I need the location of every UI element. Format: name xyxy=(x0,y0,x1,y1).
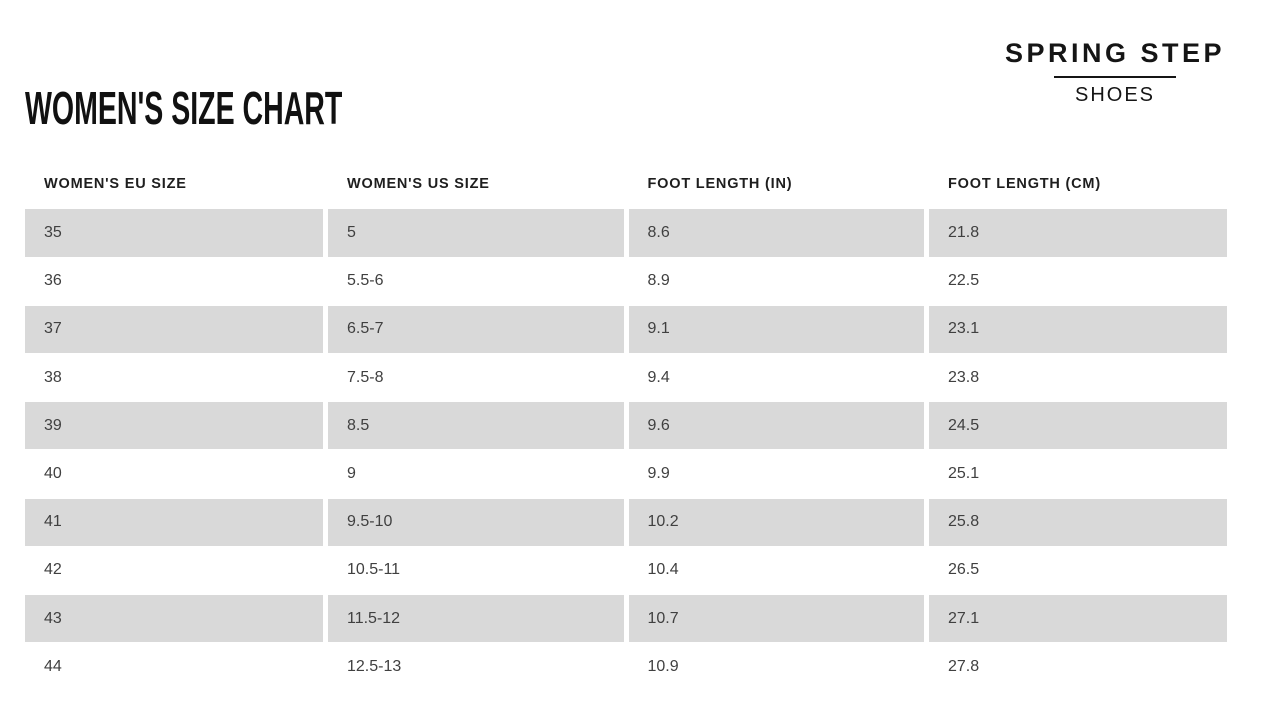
page-title: WOMEN'S SIZE CHART xyxy=(25,82,343,134)
table-row xyxy=(25,257,1227,305)
table-row xyxy=(25,305,1227,353)
table-cell: 40 xyxy=(25,450,326,498)
table-cell: 6.5-7 xyxy=(326,305,627,353)
table-cell: 39 xyxy=(25,402,326,450)
table-cell: 5 xyxy=(326,209,627,257)
brand-tagline: SHOES xyxy=(1074,84,1156,106)
table-cell: 8.6 xyxy=(626,209,927,257)
table-cell: 8.5 xyxy=(326,402,627,450)
table-cell: 21.8 xyxy=(927,209,1228,257)
table-cell: 27.1 xyxy=(927,595,1228,643)
table-cell: 7.5-8 xyxy=(326,354,627,402)
column-header: WOMEN'S US SIZE xyxy=(326,165,627,209)
table-row xyxy=(25,354,1227,402)
logo-divider xyxy=(1054,76,1176,78)
column-header: FOOT LENGTH (IN) xyxy=(626,165,927,209)
table-row xyxy=(25,595,1227,643)
table-cell: 9 xyxy=(326,450,627,498)
table-cell: 25.8 xyxy=(927,498,1228,546)
table-cell: 38 xyxy=(25,354,326,402)
size-table-body xyxy=(25,209,1227,691)
table-cell: 9.9 xyxy=(626,450,927,498)
table-cell: 10.5-11 xyxy=(326,546,627,594)
table-cell: 5.5-6 xyxy=(326,257,627,305)
size-table-header xyxy=(25,165,1227,209)
table-cell: 10.9 xyxy=(626,643,927,691)
table-cell: 10.4 xyxy=(626,546,927,594)
table-cell: 9.6 xyxy=(626,402,927,450)
table-row xyxy=(25,643,1227,691)
table-cell: 37 xyxy=(25,305,326,353)
table-cell: 36 xyxy=(25,257,326,305)
table-row xyxy=(25,209,1227,257)
table-cell: 22.5 xyxy=(927,257,1228,305)
table-cell: 8.9 xyxy=(626,257,927,305)
table-cell: 9.4 xyxy=(626,354,927,402)
table-cell: 10.2 xyxy=(626,498,927,546)
size-chart-table xyxy=(25,165,1227,691)
table-cell: 43 xyxy=(25,595,326,643)
table-cell: 10.7 xyxy=(626,595,927,643)
table-cell: 41 xyxy=(25,498,326,546)
table-cell: 23.1 xyxy=(927,305,1228,353)
size-table-container xyxy=(25,165,1227,691)
column-header: FOOT LENGTH (CM) xyxy=(927,165,1228,209)
header-row xyxy=(25,165,1227,209)
table-row xyxy=(25,402,1227,450)
table-row xyxy=(25,498,1227,546)
table-cell: 11.5-12 xyxy=(326,595,627,643)
table-cell: 35 xyxy=(25,209,326,257)
table-row xyxy=(25,546,1227,594)
table-cell: 23.8 xyxy=(927,354,1228,402)
table-cell: 42 xyxy=(25,546,326,594)
table-cell: 44 xyxy=(25,643,326,691)
column-header: WOMEN'S EU SIZE xyxy=(25,165,326,209)
table-cell: 26.5 xyxy=(927,546,1228,594)
table-cell: 9.5-10 xyxy=(326,498,627,546)
table-cell: 27.8 xyxy=(927,643,1228,691)
table-cell: 24.5 xyxy=(927,402,1228,450)
brand-logo xyxy=(985,38,1245,107)
table-cell: 12.5-13 xyxy=(326,643,627,691)
table-cell: 9.1 xyxy=(626,305,927,353)
table-cell: 25.1 xyxy=(927,450,1228,498)
table-row xyxy=(25,450,1227,498)
brand-name: SPRING STEP xyxy=(1004,38,1226,68)
